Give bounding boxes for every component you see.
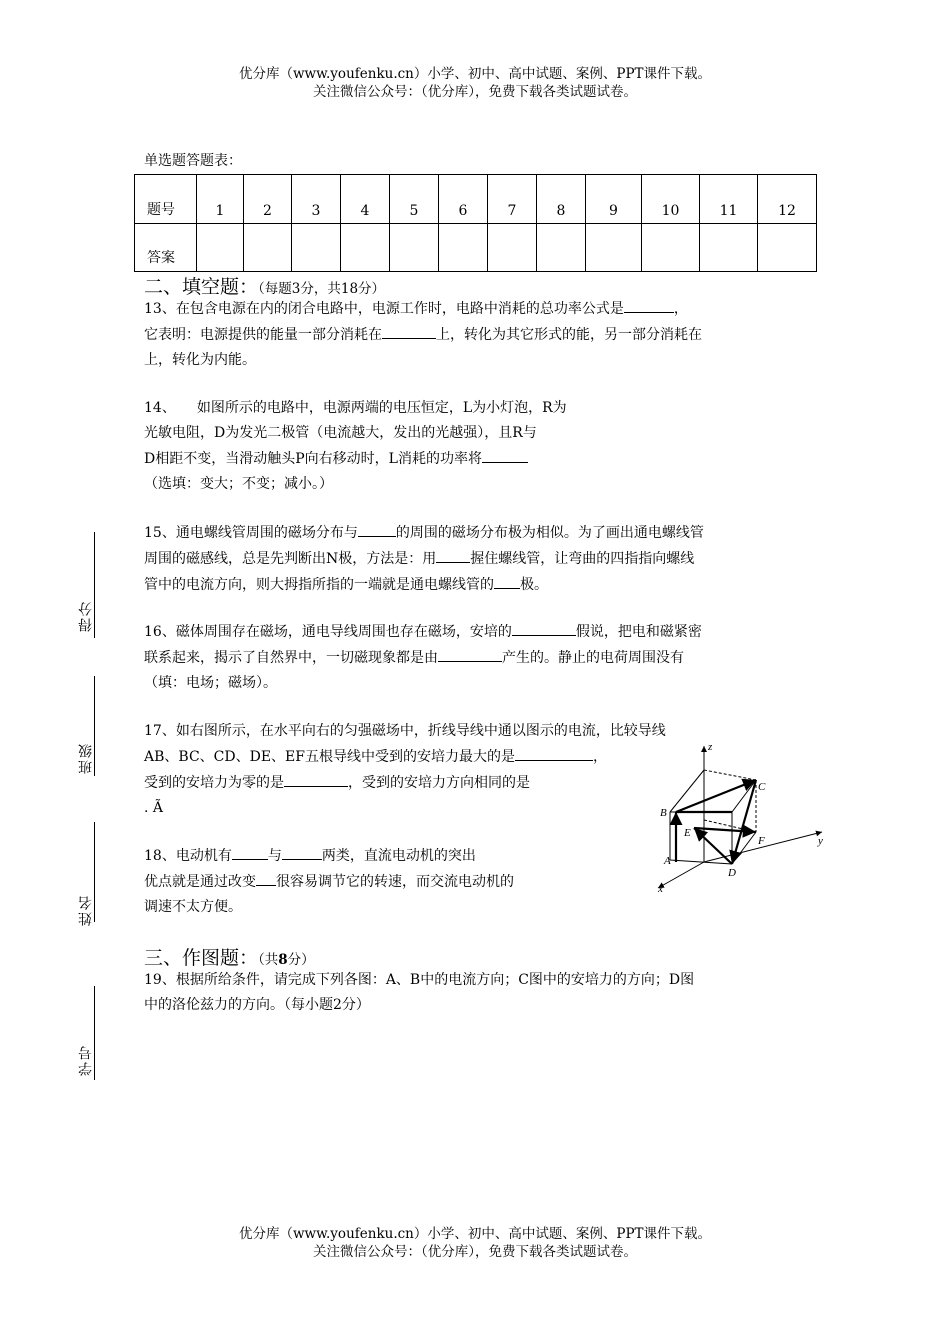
label-C: C [758, 781, 766, 793]
q15-line2b: 握住螺线管，让弯曲的四指指向螺线 [470, 551, 695, 567]
footer-line-2: 关注微信公众号：（优分库），免费下载各类试题试卷。 [313, 1244, 637, 1260]
question-14 [144, 396, 808, 497]
name-label: 姓名 [78, 894, 94, 926]
q13-blank-2[interactable] [382, 322, 436, 339]
question-number: 7 [488, 175, 537, 224]
question-13 [144, 296, 808, 373]
question-number: 4 [341, 175, 390, 224]
label-E: E [684, 827, 691, 839]
q13-line1: 13、在包含电源在内的闭合电路中，电源工作时，电路中消耗的总功率公式是 [144, 301, 624, 317]
answer-cell[interactable] [537, 224, 586, 272]
q17-blank-1[interactable] [515, 744, 593, 761]
label-B: B [660, 807, 667, 819]
answer-cell[interactable] [341, 224, 390, 272]
q17-figure [648, 740, 830, 894]
question-number: 1 [197, 175, 244, 224]
q14-line3: D相距不变，当滑动触头P向右移动时，L消耗的功率将 [144, 451, 482, 467]
question-19 [144, 968, 808, 1018]
section3-heading [144, 943, 315, 970]
q15-line1b: 的周围的磁场分布极为相似。为了画出通电螺线管 [395, 525, 704, 541]
answer-cell[interactable] [488, 224, 537, 272]
label-F: F [758, 835, 765, 847]
q15-blank-3[interactable] [494, 572, 520, 589]
answer-cell[interactable] [700, 224, 758, 272]
q16-line1a: 16、磁体周围存在磁场，通电导线周围也存在磁场，安培的 [144, 624, 512, 640]
label-y: y [818, 835, 823, 847]
question-number: 10 [642, 175, 700, 224]
question-15 [144, 520, 808, 598]
q16-blank-2[interactable] [438, 645, 502, 662]
cube-hidden-edges [704, 770, 756, 832]
section3-note-post: 分） [287, 952, 315, 968]
q19-line1: 19、根据所给条件，请完成下列各图：A、B中的电流方向；C图中的安培力的方向；D图 [144, 972, 695, 988]
question-number: 12 [758, 175, 817, 224]
q14-line1: 14、 如图所示的电路中，电源两端的电压恒定，L为小灯泡，R为 [144, 400, 567, 416]
q16-line3: （填：电场；磁场）。 [144, 675, 277, 691]
q13-line2b: 上，转化为其它形式的能，另一部分消耗在 [436, 327, 702, 343]
q18-blank-1[interactable] [232, 843, 268, 860]
q18-line2b: 很容易调节它的转速，而交流电动机的 [276, 874, 514, 890]
q15-blank-2[interactable] [436, 546, 470, 563]
answer-cell[interactable] [642, 224, 700, 272]
q14-line4: （选填：变大；不变；减小。） [144, 476, 333, 492]
section2-title: 二、填空题： [144, 276, 259, 298]
q18-blank-3[interactable] [256, 869, 276, 886]
question-number: 11 [700, 175, 758, 224]
section3-title: 三、作图题： [144, 947, 259, 969]
q13-line1-tail: ， [673, 301, 688, 317]
header-line-1: 优分库（www.youfenku.cn）小学、初中、高中试题、案例、PPT课件下载。 [238, 66, 712, 82]
label-z: z [708, 741, 713, 753]
question-number: 8 [537, 175, 586, 224]
q15-line3b: 极。 [520, 577, 548, 593]
label-x: x [658, 883, 663, 894]
q17-blank-2[interactable] [284, 770, 348, 787]
section3-note-num: 8 [278, 952, 288, 968]
q17-line2b: ， [592, 749, 607, 765]
answer-table-number-row [135, 175, 817, 224]
q17-line3a: 受到的安培力为零的是 [144, 775, 284, 791]
question-number: 5 [390, 175, 439, 224]
answer-row-label: 答案 [135, 224, 197, 272]
question-18 [144, 843, 604, 920]
answer-cell[interactable] [586, 224, 642, 272]
answer-table-caption: 单选题答题表： [144, 153, 242, 169]
q17-line2a: AB、BC、CD、DE、EF五根导线中受到的安培力最大的是 [144, 749, 515, 765]
q13-blank-1[interactable] [624, 296, 674, 313]
id-label: 学号 [78, 1044, 94, 1076]
q18-line1a: 18、电动机有 [144, 848, 232, 864]
class-label: 班级 [78, 742, 94, 774]
answer-cell[interactable] [244, 224, 292, 272]
q18-blank-2[interactable] [282, 843, 322, 860]
header-line-2: 关注微信公众号：（优分库），免费下载各类试题试卷。 [313, 84, 637, 100]
q14-blank[interactable] [482, 446, 528, 463]
question-number: 3 [292, 175, 341, 224]
section2-heading [144, 272, 385, 299]
number-row-label: 题号 [135, 175, 197, 224]
q15-blank-1[interactable] [358, 520, 396, 537]
answer-cell[interactable] [390, 224, 439, 272]
q18-line1c: 两类，直流电动机的突出 [321, 848, 476, 864]
question-16 [144, 619, 808, 696]
label-D: D [728, 867, 736, 879]
q13-line3: 上，转化为内能。 [144, 352, 256, 368]
answer-table [134, 174, 817, 272]
question-number: 2 [244, 175, 292, 224]
q19-line2: 中的洛伦兹力的方向。（每小题2分） [144, 997, 370, 1013]
section2-note: （每题3分，共18分） [258, 281, 386, 297]
q17-line1: 17、如右图所示，在水平向右的匀强磁场中，折线导线中通以图示的电流，比较导线 [144, 723, 666, 739]
q18-line3: 调速不太方便。 [144, 899, 242, 915]
q15-line1a: 15、通电螺线管周围的磁场分布与 [144, 525, 358, 541]
question-number: 9 [586, 175, 642, 224]
answer-cell[interactable] [197, 224, 244, 272]
label-A: A [664, 855, 671, 867]
question-number: 6 [439, 175, 488, 224]
q15-line2a: 周围的磁感线，总是先判断出N极，方法是：用 [144, 551, 437, 567]
answer-table-answer-row [135, 224, 817, 272]
q16-blank-1[interactable] [512, 619, 576, 636]
q15-line3a: 管中的电流方向，则大拇指所指的一端就是通电螺线管的 [144, 577, 494, 593]
q17-line3b: ，受到的安培力方向相同的是 [348, 775, 530, 791]
q14-line2: 光敏电阻，D为发光二极管（电流越大，发出的光越强），且R与 [144, 425, 537, 441]
q16-line2a: 联系起来，揭示了自然界中，一切磁现象都是由 [144, 650, 438, 666]
q16-line1b: 假说，把电和磁紧密 [575, 624, 702, 640]
q17-line4: . Ã [144, 800, 164, 816]
score-label: 得分 [78, 600, 94, 632]
answer-cell[interactable] [439, 224, 488, 272]
q13-line2a: 它表明：电源提供的能量一部分消耗在 [144, 327, 382, 343]
q16-line2b: 产生的。静止的电荷周围没有 [502, 650, 684, 666]
q18-line2a: 优点就是通过改变 [144, 874, 256, 890]
footer-line-1: 优分库（www.youfenku.cn）小学、初中、高中试题、案例、PPT课件下载。 [238, 1226, 712, 1242]
answer-cell[interactable] [292, 224, 341, 272]
section3-note-pre: （共 [258, 952, 279, 968]
answer-cell[interactable] [758, 224, 817, 272]
q18-line1b: 与 [267, 848, 282, 864]
